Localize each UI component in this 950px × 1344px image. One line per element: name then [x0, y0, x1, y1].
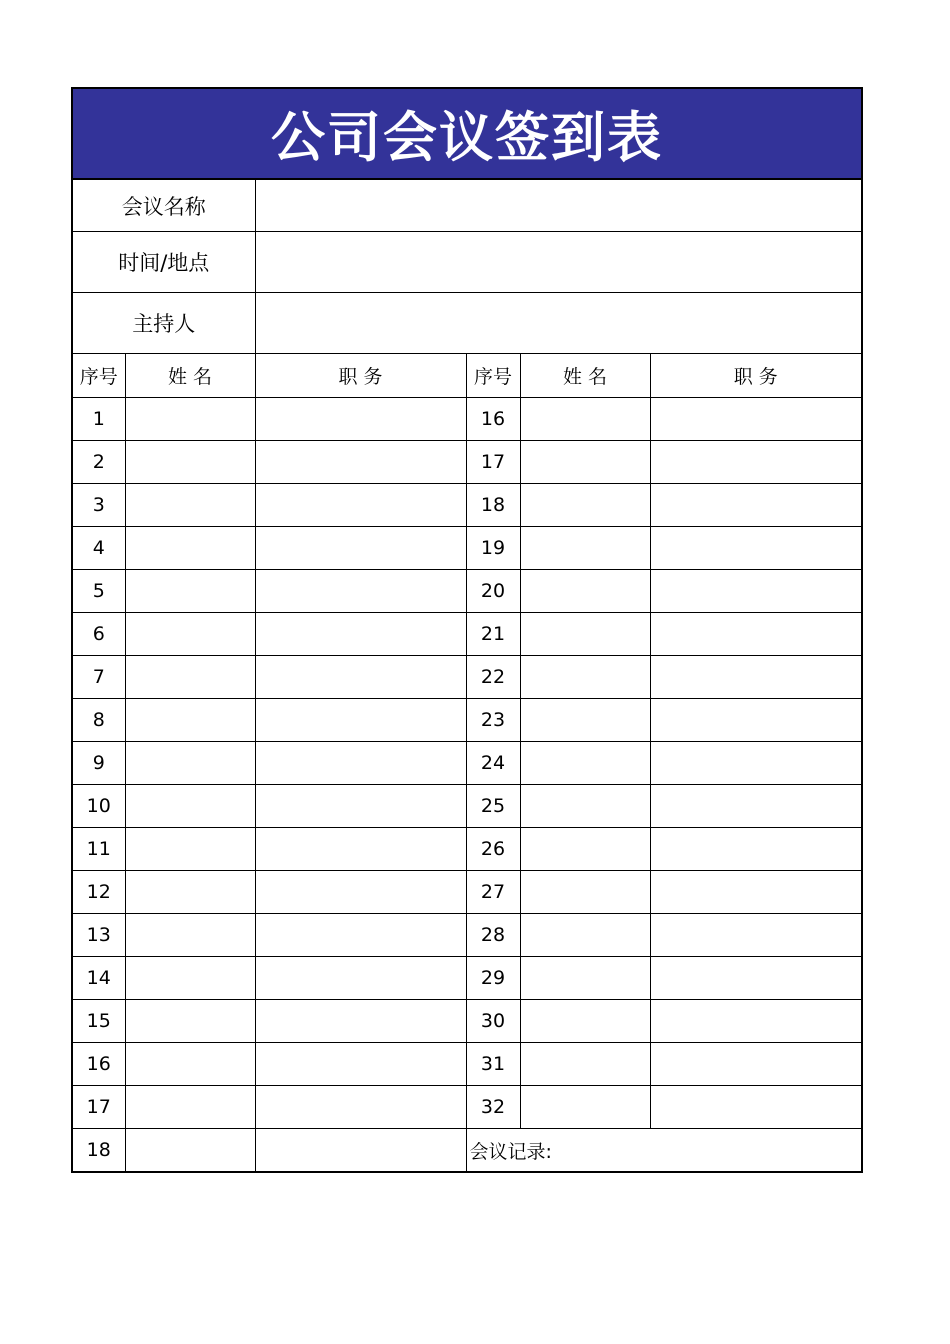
seq-cell: 10 — [72, 785, 125, 828]
table-row — [72, 1000, 862, 1043]
position-cell[interactable] — [255, 613, 466, 656]
seq-cell: 9 — [72, 742, 125, 785]
position-cell-right[interactable] — [650, 785, 862, 828]
sign-in-sheet — [71, 87, 863, 1173]
name-cell-right[interactable] — [520, 828, 650, 871]
seq-cell: 2 — [72, 441, 125, 484]
name-header: 姓 名 — [125, 354, 255, 398]
position-cell-right[interactable] — [650, 957, 862, 1000]
table-row — [72, 613, 862, 656]
position-cell-right[interactable] — [650, 742, 862, 785]
table-row — [72, 699, 862, 742]
name-cell-right[interactable] — [520, 1000, 650, 1043]
seq-cell: 12 — [72, 871, 125, 914]
position-cell[interactable] — [255, 1000, 466, 1043]
position-cell[interactable] — [255, 785, 466, 828]
name-cell[interactable] — [125, 699, 255, 742]
seq-cell-right: 32 — [466, 1086, 520, 1129]
name-cell[interactable] — [125, 871, 255, 914]
table-row — [72, 828, 862, 871]
seq-cell: 6 — [72, 613, 125, 656]
seq-cell-right: 22 — [466, 656, 520, 699]
name-cell-right[interactable] — [520, 570, 650, 613]
position-cell-right[interactable] — [650, 828, 862, 871]
name-cell-right[interactable] — [520, 441, 650, 484]
position-cell[interactable] — [255, 871, 466, 914]
name-cell-right[interactable] — [520, 613, 650, 656]
position-cell-right[interactable] — [650, 398, 862, 441]
table-row — [72, 1086, 862, 1129]
seq-cell-right: 27 — [466, 871, 520, 914]
table-row — [72, 527, 862, 570]
seq-cell-right: 29 — [466, 957, 520, 1000]
seq-cell: 7 — [72, 656, 125, 699]
name-cell[interactable] — [125, 1086, 255, 1129]
table-row — [72, 914, 862, 957]
seq-cell: 16 — [72, 1043, 125, 1086]
sheet-title: 公司会议签到表 — [72, 88, 862, 179]
seq-cell-right: 17 — [466, 441, 520, 484]
seq-cell-right: 31 — [466, 1043, 520, 1086]
seq-cell: 14 — [72, 957, 125, 1000]
seq-cell-right: 18 — [466, 484, 520, 527]
name-cell[interactable] — [125, 613, 255, 656]
seq-header-right: 序号 — [466, 354, 520, 398]
name-header-right: 姓 名 — [520, 354, 650, 398]
name-cell[interactable] — [125, 484, 255, 527]
table-row — [72, 484, 862, 527]
position-cell-right[interactable] — [650, 441, 862, 484]
seq-cell: 11 — [72, 828, 125, 871]
table-row — [72, 957, 862, 1000]
name-cell[interactable] — [125, 656, 255, 699]
seq-cell-right: 30 — [466, 1000, 520, 1043]
position-cell-right[interactable] — [650, 570, 862, 613]
seq-cell: 1 — [72, 398, 125, 441]
name-cell-right[interactable] — [520, 527, 650, 570]
seq-cell-right: 24 — [466, 742, 520, 785]
host-label: 主持人 — [72, 293, 255, 354]
position-cell-right[interactable] — [650, 914, 862, 957]
name-cell[interactable] — [125, 570, 255, 613]
position-cell[interactable] — [255, 828, 466, 871]
position-cell[interactable] — [255, 656, 466, 699]
table-row — [72, 441, 862, 484]
seq-cell: 17 — [72, 1086, 125, 1129]
seq-cell-right: 19 — [466, 527, 520, 570]
position-cell-right[interactable] — [650, 1000, 862, 1043]
table-row — [72, 1043, 862, 1086]
meeting-name-label: 会议名称 — [72, 179, 255, 232]
name-cell[interactable] — [125, 1000, 255, 1043]
seq-cell: 3 — [72, 484, 125, 527]
name-cell[interactable] — [125, 441, 255, 484]
table-row — [72, 1129, 862, 1173]
seq-cell: 8 — [72, 699, 125, 742]
position-cell[interactable] — [255, 914, 466, 957]
name-cell[interactable] — [125, 742, 255, 785]
position-cell-right[interactable] — [650, 699, 862, 742]
meeting-record[interactable]: 会议记录: — [466, 1129, 862, 1173]
seq-cell-right: 25 — [466, 785, 520, 828]
name-cell-right[interactable] — [520, 957, 650, 1000]
name-cell[interactable] — [125, 1129, 255, 1173]
name-cell[interactable] — [125, 957, 255, 1000]
position-header: 职 务 — [255, 354, 466, 398]
host-field[interactable] — [255, 293, 862, 354]
position-cell[interactable] — [255, 1129, 466, 1173]
seq-cell-right: 21 — [466, 613, 520, 656]
name-cell-right[interactable] — [520, 699, 650, 742]
time-place-field[interactable] — [255, 232, 862, 293]
seq-cell-right: 23 — [466, 699, 520, 742]
seq-cell-right: 28 — [466, 914, 520, 957]
name-cell[interactable] — [125, 527, 255, 570]
name-cell[interactable] — [125, 1043, 255, 1086]
name-cell-right[interactable] — [520, 1043, 650, 1086]
seq-cell-right: 20 — [466, 570, 520, 613]
seq-cell: 18 — [72, 1129, 125, 1173]
name-cell[interactable] — [125, 828, 255, 871]
name-cell-right[interactable] — [520, 914, 650, 957]
table-row — [72, 398, 862, 441]
name-cell-right[interactable] — [520, 484, 650, 527]
position-cell[interactable] — [255, 398, 466, 441]
position-cell-right[interactable] — [650, 1043, 862, 1086]
name-cell[interactable] — [125, 914, 255, 957]
seq-cell: 5 — [72, 570, 125, 613]
seq-cell: 13 — [72, 914, 125, 957]
seq-cell: 15 — [72, 1000, 125, 1043]
seq-cell-right: 16 — [466, 398, 520, 441]
position-cell-right[interactable] — [650, 527, 862, 570]
position-cell[interactable] — [255, 957, 466, 1000]
column-header-row — [72, 354, 862, 398]
name-cell-right[interactable] — [520, 785, 650, 828]
seq-header: 序号 — [72, 354, 125, 398]
table-row — [72, 742, 862, 785]
seq-cell-right: 26 — [466, 828, 520, 871]
name-cell-right[interactable] — [520, 742, 650, 785]
table-row — [72, 785, 862, 828]
name-cell-right[interactable] — [520, 1086, 650, 1129]
name-cell[interactable] — [125, 785, 255, 828]
meeting-name-field[interactable] — [255, 179, 862, 232]
name-cell[interactable] — [125, 398, 255, 441]
position-cell-right[interactable] — [650, 484, 862, 527]
time-place-label: 时间/地点 — [72, 232, 255, 293]
name-cell-right[interactable] — [520, 398, 650, 441]
position-cell[interactable] — [255, 1043, 466, 1086]
table-row — [72, 656, 862, 699]
position-cell[interactable] — [255, 527, 466, 570]
position-cell[interactable] — [255, 441, 466, 484]
position-cell-right[interactable] — [650, 1086, 862, 1129]
name-cell-right[interactable] — [520, 656, 650, 699]
position-cell[interactable] — [255, 1086, 466, 1129]
table-row — [72, 570, 862, 613]
name-cell-right[interactable] — [520, 871, 650, 914]
position-cell[interactable] — [255, 570, 466, 613]
seq-cell: 4 — [72, 527, 125, 570]
position-cell[interactable] — [255, 484, 466, 527]
position-cell-right[interactable] — [650, 613, 862, 656]
position-cell[interactable] — [255, 699, 466, 742]
position-cell-right[interactable] — [650, 656, 862, 699]
position-header-right: 职 务 — [650, 354, 862, 398]
table-row — [72, 871, 862, 914]
position-cell[interactable] — [255, 742, 466, 785]
position-cell-right[interactable] — [650, 871, 862, 914]
